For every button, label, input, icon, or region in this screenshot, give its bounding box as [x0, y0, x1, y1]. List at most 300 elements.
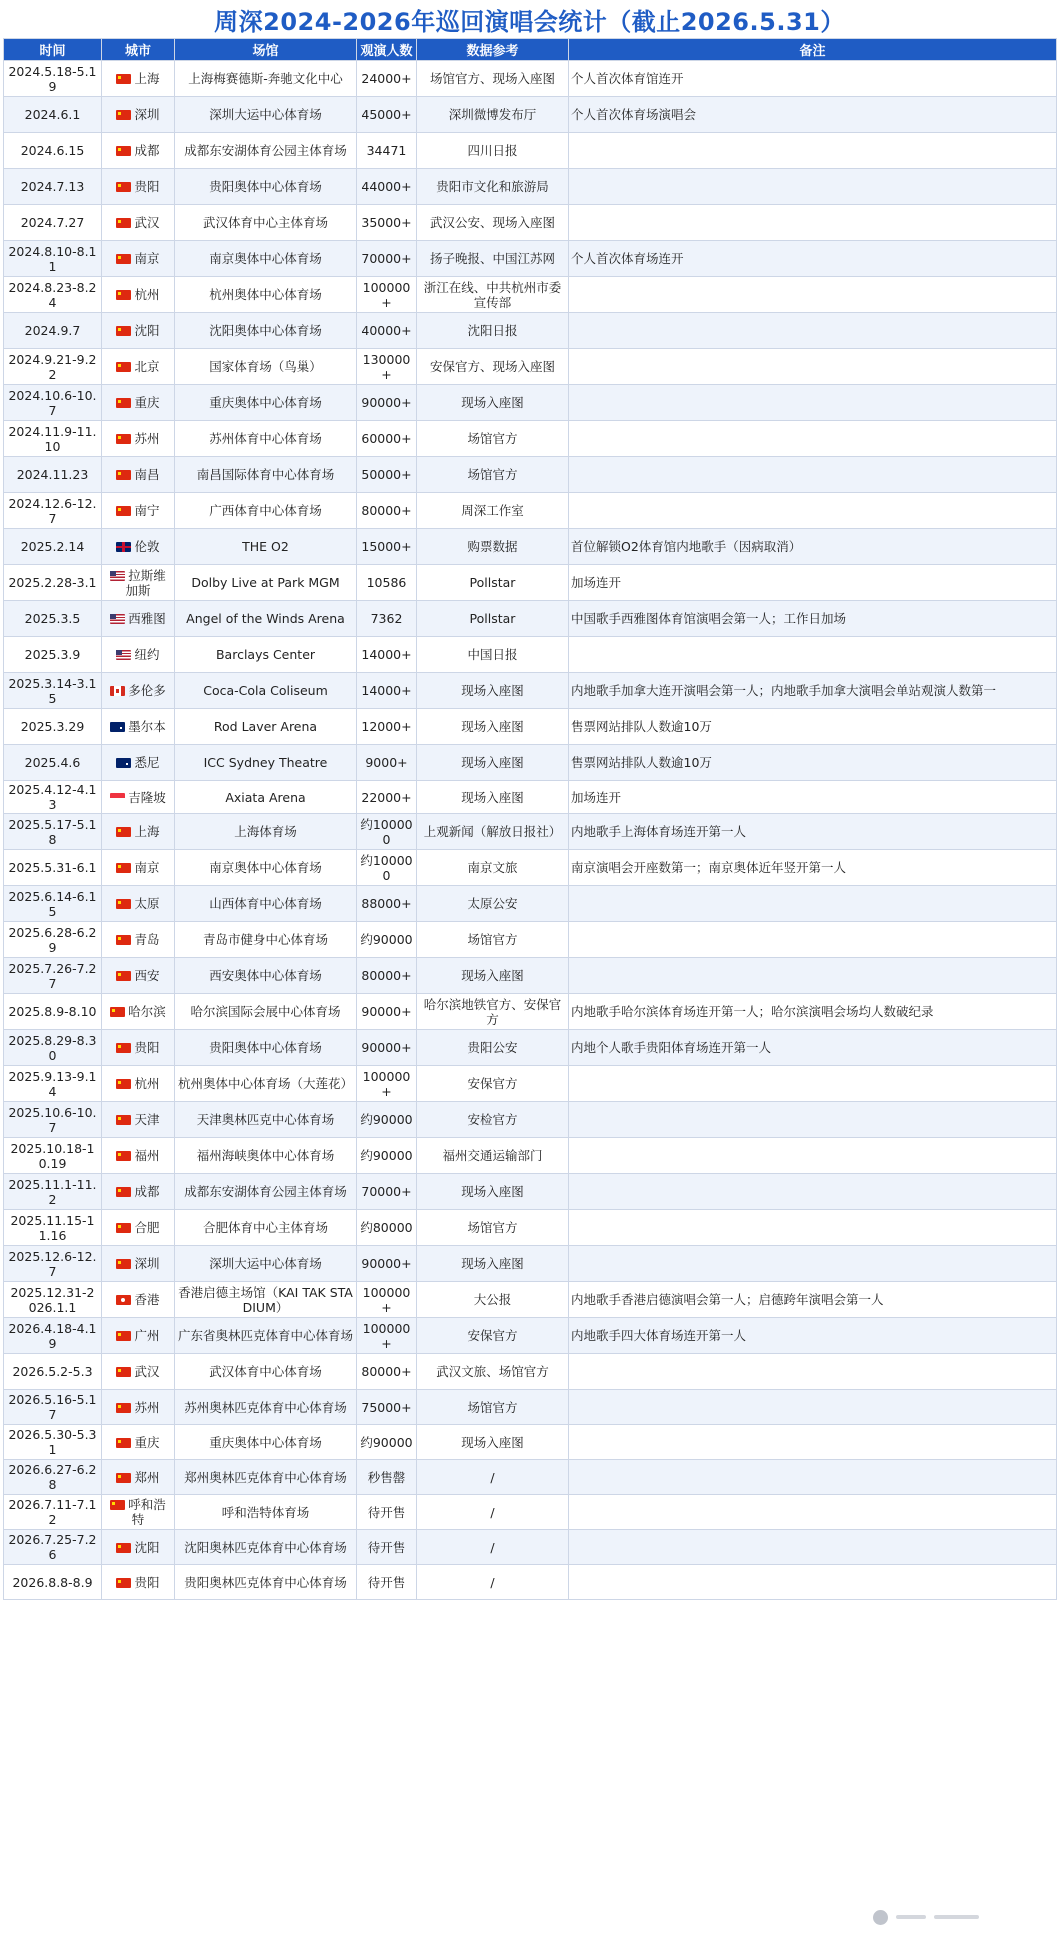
cell-source: 场馆官方 [417, 1210, 569, 1246]
cell-city [102, 493, 175, 529]
city-label: 福州 [134, 1148, 160, 1163]
cell-note: 南京演唱会开座数第一；南京奥体近年竖开第一人 [569, 850, 1057, 886]
flag-au-icon [110, 722, 125, 732]
flag-cn-icon [116, 326, 131, 336]
flag-hk-icon [116, 1295, 131, 1305]
city-label: 哈尔滨 [128, 1004, 166, 1019]
table-row [4, 1530, 1057, 1565]
watermark [873, 1907, 1013, 1927]
flag-cn-icon [116, 506, 131, 516]
city-label: 沈阳 [134, 1539, 160, 1555]
cell-audience: 22000+ [357, 781, 417, 814]
city-label: 重庆 [134, 1434, 160, 1450]
flag-cn-icon [116, 254, 131, 264]
cell-source: 武汉文旅、场馆官方 [417, 1354, 569, 1390]
cell-source: 浙江在线、中共杭州市委宣传部 [417, 277, 569, 313]
cell-audience: 约80000 [357, 1210, 417, 1246]
cell-venue: 深圳大运中心体育场 [175, 1246, 357, 1282]
cell-time: 2024.7.13 [4, 169, 102, 205]
cell-time: 2025.12.31-2026.1.1 [4, 1282, 102, 1318]
cell-venue: 苏州奥林匹克体育中心体育场 [175, 1390, 357, 1425]
cell-venue: 武汉体育中心体育场 [175, 1354, 357, 1390]
cell-venue: 杭州奥体中心体育场 [175, 277, 357, 313]
city-label: 重庆 [134, 395, 160, 410]
cell-source: / [417, 1460, 569, 1495]
cell-time: 2024.5.18-5.19 [4, 61, 102, 97]
cell-venue: 郑州奥林匹克体育中心体育场 [175, 1460, 357, 1495]
cell-source: 贵阳市文化和旅游局 [417, 169, 569, 205]
cell-city [102, 169, 175, 205]
city-label: 杭州 [134, 287, 160, 302]
cell-note [569, 1102, 1057, 1138]
city-label: 广州 [134, 1328, 160, 1343]
cell-source: 大公报 [417, 1282, 569, 1318]
city-label: 武汉 [134, 215, 160, 230]
table-row [4, 1174, 1057, 1210]
cell-venue: 天津奥林匹克中心体育场 [175, 1102, 357, 1138]
cell-venue: 广东省奥林匹克体育中心体育场 [175, 1318, 357, 1354]
cell-audience: 14000+ [357, 673, 417, 709]
cell-source: 安保官方 [417, 1318, 569, 1354]
city-label: 青岛 [134, 932, 160, 947]
cell-city [102, 1030, 175, 1066]
cell-note [569, 637, 1057, 673]
flag-cn-icon [116, 971, 131, 981]
cell-city [102, 781, 175, 814]
table-row [4, 1282, 1057, 1318]
cell-source: 安检官方 [417, 1102, 569, 1138]
city-label: 伦敦 [134, 539, 160, 554]
city-label: 呼和浩特 [128, 1497, 166, 1527]
flag-cn-icon [116, 74, 131, 84]
cell-venue: 广西体育中心体育场 [175, 493, 357, 529]
cell-source: 太原公安 [417, 886, 569, 922]
table-row [4, 205, 1057, 241]
table-row [4, 169, 1057, 205]
cell-time: 2026.5.30-5.31 [4, 1425, 102, 1460]
watermark-bar [934, 1915, 979, 1919]
table-row [4, 277, 1057, 313]
cell-note [569, 1174, 1057, 1210]
flag-cn-icon [116, 1043, 131, 1053]
flag-cn-icon [116, 110, 131, 120]
city-label: 贵阳 [134, 1574, 160, 1590]
cell-audience: 40000+ [357, 313, 417, 349]
flag-sg-icon [110, 793, 125, 803]
cell-note [569, 133, 1057, 169]
cell-city [102, 637, 175, 673]
flag-cn-icon [116, 470, 131, 480]
cell-audience: 70000+ [357, 1174, 417, 1210]
cell-city [102, 814, 175, 850]
cell-venue: 青岛市健身中心体育场 [175, 922, 357, 958]
cell-city [102, 886, 175, 922]
cell-time: 2026.7.25-7.26 [4, 1530, 102, 1565]
cell-note [569, 886, 1057, 922]
table-row [4, 958, 1057, 994]
cell-source: 现场入座图 [417, 385, 569, 421]
cell-venue: 上海梅赛德斯-奔驰文化中心 [175, 61, 357, 97]
cell-note [569, 1390, 1057, 1425]
cell-audience: 44000+ [357, 169, 417, 205]
cell-venue: 重庆奥体中心体育场 [175, 1425, 357, 1460]
cell-city [102, 241, 175, 277]
cell-time: 2026.4.18-4.19 [4, 1318, 102, 1354]
cell-time: 2025.7.26-7.27 [4, 958, 102, 994]
cell-time: 2025.6.28-6.29 [4, 922, 102, 958]
cell-time: 2025.8.29-8.30 [4, 1030, 102, 1066]
city-label: 深圳 [134, 1256, 160, 1271]
flag-cn-icon [116, 1543, 131, 1553]
watermark-bar [896, 1915, 926, 1919]
cell-source: 场馆官方 [417, 457, 569, 493]
flag-us-icon [110, 614, 125, 624]
cell-venue: 上海体育场 [175, 814, 357, 850]
cell-source: Pollstar [417, 565, 569, 601]
flag-cn-icon [116, 290, 131, 300]
table-row [4, 637, 1057, 673]
cell-audience: 约90000 [357, 1102, 417, 1138]
col-header-audience: 观演人数 [357, 39, 417, 61]
cell-time: 2025.3.5 [4, 601, 102, 637]
flag-us-icon [110, 571, 125, 581]
flag-cn-icon [116, 1473, 131, 1483]
cell-city [102, 277, 175, 313]
cell-note: 内地歌手加拿大连开演唱会第一人；内地歌手加拿大演唱会单站观演人数第一 [569, 673, 1057, 709]
cell-venue: 呼和浩特体育场 [175, 1495, 357, 1530]
cell-venue: 武汉体育中心主体育场 [175, 205, 357, 241]
cell-city [102, 745, 175, 781]
cell-source: 安保官方、现场入座图 [417, 349, 569, 385]
cell-time: 2024.9.7 [4, 313, 102, 349]
cell-city [102, 61, 175, 97]
cell-note: 内地歌手香港启德演唱会第一人；启德跨年演唱会第一人 [569, 1282, 1057, 1318]
cell-note [569, 1530, 1057, 1565]
cell-audience: 约90000 [357, 1425, 417, 1460]
cell-source: 武汉公安、现场入座图 [417, 205, 569, 241]
flag-cn-icon [116, 398, 131, 408]
table-row [4, 1210, 1057, 1246]
concert-table [3, 38, 1057, 1600]
cell-source: 周深工作室 [417, 493, 569, 529]
flag-ca-icon [110, 686, 125, 696]
cell-venue: 沈阳奥林匹克体育中心体育场 [175, 1530, 357, 1565]
cell-city [102, 1246, 175, 1282]
cell-city [102, 1565, 175, 1600]
watermark-logo-icon [873, 1910, 888, 1925]
city-label: 上海 [134, 71, 160, 86]
table-row [4, 529, 1057, 565]
table-row [4, 385, 1057, 421]
table-row [4, 781, 1057, 814]
col-header-city: 城市 [102, 39, 175, 61]
cell-time: 2025.5.31-6.1 [4, 850, 102, 886]
cell-note [569, 457, 1057, 493]
cell-source: 哈尔滨地铁官方、安保官方 [417, 994, 569, 1030]
cell-source: / [417, 1565, 569, 1600]
cell-time: 2025.4.12-4.13 [4, 781, 102, 814]
cell-audience: 45000+ [357, 97, 417, 133]
cell-city [102, 709, 175, 745]
flag-cn-icon [116, 935, 131, 945]
city-label: 多伦多 [128, 683, 166, 698]
cell-audience: 90000+ [357, 385, 417, 421]
cell-city [102, 205, 175, 241]
cell-city [102, 673, 175, 709]
flag-cn-icon [116, 1331, 131, 1341]
cell-time: 2024.7.27 [4, 205, 102, 241]
flag-cn-icon [116, 863, 131, 873]
cell-note: 内地歌手上海体育场连开第一人 [569, 814, 1057, 850]
city-label: 悉尼 [134, 755, 160, 770]
table-body [4, 61, 1057, 1600]
cell-audience: 秒售罄 [357, 1460, 417, 1495]
cell-source: 现场入座图 [417, 745, 569, 781]
cell-audience: 约90000 [357, 922, 417, 958]
city-label: 郑州 [134, 1469, 160, 1485]
city-label: 南昌 [134, 467, 160, 482]
cell-venue: 西安奥体中心体育场 [175, 958, 357, 994]
cell-city [102, 529, 175, 565]
cell-audience: 50000+ [357, 457, 417, 493]
cell-time: 2025.4.6 [4, 745, 102, 781]
table-row [4, 1425, 1057, 1460]
cell-source: 场馆官方、现场入座图 [417, 61, 569, 97]
cell-note: 内地歌手四大体育场连开第一人 [569, 1318, 1057, 1354]
city-label: 杭州 [134, 1076, 160, 1091]
cell-source: 安保官方 [417, 1066, 569, 1102]
flag-uk-icon [116, 542, 131, 552]
flag-cn-icon [116, 362, 131, 372]
cell-time: 2024.6.1 [4, 97, 102, 133]
cell-note [569, 1138, 1057, 1174]
cell-time: 2024.6.15 [4, 133, 102, 169]
cell-time: 2025.12.6-12.7 [4, 1246, 102, 1282]
cell-venue: 贵阳奥体中心体育场 [175, 1030, 357, 1066]
city-label: 深圳 [134, 107, 160, 122]
cell-city [102, 133, 175, 169]
flag-us-icon [116, 650, 131, 660]
cell-source: 中国日报 [417, 637, 569, 673]
cell-note [569, 1495, 1057, 1530]
cell-note [569, 277, 1057, 313]
flag-cn-icon [116, 827, 131, 837]
table-row [4, 421, 1057, 457]
table-row [4, 994, 1057, 1030]
city-label: 南京 [134, 251, 160, 266]
cell-time: 2025.2.28-3.1 [4, 565, 102, 601]
city-label: 太原 [134, 896, 160, 911]
cell-venue: 成都东安湖体育公园主体育场 [175, 133, 357, 169]
table-row [4, 1030, 1057, 1066]
cell-venue: Dolby Live at Park MGM [175, 565, 357, 601]
cell-city [102, 1425, 175, 1460]
flag-cn-icon [116, 434, 131, 444]
cell-audience: 15000+ [357, 529, 417, 565]
cell-city [102, 421, 175, 457]
flag-cn-icon [116, 1578, 131, 1588]
city-label: 武汉 [134, 1364, 160, 1379]
flag-cn-icon [110, 1007, 125, 1017]
flag-cn-icon [116, 1223, 131, 1233]
table-row [4, 886, 1057, 922]
cell-note [569, 1460, 1057, 1495]
cell-audience: 12000+ [357, 709, 417, 745]
cell-audience: 90000+ [357, 1030, 417, 1066]
table-row [4, 97, 1057, 133]
cell-audience: 24000+ [357, 61, 417, 97]
cell-venue: Angel of the Winds Arena [175, 601, 357, 637]
city-label: 天津 [134, 1112, 160, 1127]
flag-cn-icon [116, 1403, 131, 1413]
cell-note: 加场连开 [569, 781, 1057, 814]
cell-venue: 国家体育场（鸟巢） [175, 349, 357, 385]
cell-audience: 约100000 [357, 850, 417, 886]
cell-audience: 90000+ [357, 994, 417, 1030]
cell-venue: 重庆奥体中心体育场 [175, 385, 357, 421]
cell-venue: 杭州奥体中心体育场（大莲花） [175, 1066, 357, 1102]
flag-cn-icon [116, 899, 131, 909]
cell-note [569, 169, 1057, 205]
cell-time: 2025.6.14-6.15 [4, 886, 102, 922]
city-label: 南京 [134, 860, 160, 875]
cell-city [102, 1530, 175, 1565]
cell-time: 2025.11.1-11.2 [4, 1174, 102, 1210]
flag-cn-icon [116, 146, 131, 156]
cell-source: 扬子晚报、中国江苏网 [417, 241, 569, 277]
cell-venue: 福州海峡奥体中心体育场 [175, 1138, 357, 1174]
cell-audience: 待开售 [357, 1565, 417, 1600]
cell-audience: 88000+ [357, 886, 417, 922]
cell-audience: 10586 [357, 565, 417, 601]
cell-audience: 75000+ [357, 1390, 417, 1425]
cell-audience: 100000+ [357, 277, 417, 313]
cell-city [102, 1390, 175, 1425]
table-row [4, 745, 1057, 781]
cell-note: 售票网站排队人数逾10万 [569, 709, 1057, 745]
cell-audience: 80000+ [357, 1354, 417, 1390]
cell-venue: ICC Sydney Theatre [175, 745, 357, 781]
table-row [4, 1390, 1057, 1425]
cell-time: 2025.11.15-11.16 [4, 1210, 102, 1246]
cell-source: Pollstar [417, 601, 569, 637]
cell-audience: 待开售 [357, 1495, 417, 1530]
cell-note [569, 958, 1057, 994]
cell-audience: 90000+ [357, 1246, 417, 1282]
city-label: 成都 [134, 1184, 160, 1199]
table-row [4, 1565, 1057, 1600]
city-label: 贵阳 [134, 1040, 160, 1055]
cell-city [102, 994, 175, 1030]
table-row [4, 565, 1057, 601]
cell-city [102, 1318, 175, 1354]
cell-note: 内地歌手哈尔滨体育场连开第一人；哈尔滨演唱会场均人数破纪录 [569, 994, 1057, 1030]
cell-time: 2026.6.27-6.28 [4, 1460, 102, 1495]
city-label: 成都 [134, 143, 160, 158]
table-row [4, 1495, 1057, 1530]
cell-city [102, 97, 175, 133]
cell-note [569, 922, 1057, 958]
city-label: 苏州 [134, 431, 160, 446]
cell-time: 2026.7.11-7.12 [4, 1495, 102, 1530]
flag-cn-icon [116, 1367, 131, 1377]
cell-source: 场馆官方 [417, 1390, 569, 1425]
cell-source: / [417, 1495, 569, 1530]
table-header-row [4, 39, 1057, 61]
cell-audience: 7362 [357, 601, 417, 637]
cell-time: 2025.10.18-10.19 [4, 1138, 102, 1174]
cell-audience: 80000+ [357, 958, 417, 994]
city-label: 上海 [134, 824, 160, 839]
table-row [4, 673, 1057, 709]
cell-time: 2025.3.29 [4, 709, 102, 745]
cell-venue: 贵阳奥林匹克体育中心体育场 [175, 1565, 357, 1600]
cell-city [102, 457, 175, 493]
cell-audience: 130000+ [357, 349, 417, 385]
cell-note: 个人首次体育场连开 [569, 241, 1057, 277]
table-row [4, 1318, 1057, 1354]
cell-note [569, 385, 1057, 421]
cell-audience: 100000+ [357, 1318, 417, 1354]
flag-cn-icon [116, 1151, 131, 1161]
cell-time: 2024.11.9-11.10 [4, 421, 102, 457]
cell-source: 现场入座图 [417, 958, 569, 994]
cell-time: 2026.8.8-8.9 [4, 1565, 102, 1600]
cell-venue: 香港启德主场馆（KAI TAK STADIUM） [175, 1282, 357, 1318]
cell-city [102, 1066, 175, 1102]
table-row [4, 814, 1057, 850]
cell-time: 2025.10.6-10.7 [4, 1102, 102, 1138]
cell-audience: 100000+ [357, 1282, 417, 1318]
cell-venue: 南昌国际体育中心体育场 [175, 457, 357, 493]
cell-note: 售票网站排队人数逾10万 [569, 745, 1057, 781]
cell-time: 2024.10.6-10.7 [4, 385, 102, 421]
flag-cn-icon [116, 218, 131, 228]
cell-source: 现场入座图 [417, 1425, 569, 1460]
cell-source: 福州交通运输部门 [417, 1138, 569, 1174]
col-header-source: 数据参考 [417, 39, 569, 61]
table-row [4, 1102, 1057, 1138]
cell-city [102, 1102, 175, 1138]
cell-venue: Barclays Center [175, 637, 357, 673]
table-row [4, 133, 1057, 169]
table-row [4, 601, 1057, 637]
cell-source: 现场入座图 [417, 1246, 569, 1282]
city-label: 沈阳 [134, 323, 160, 338]
cell-note: 首位解锁O2体育馆内地歌手（因病取消） [569, 529, 1057, 565]
table-row [4, 1066, 1057, 1102]
cell-source: / [417, 1530, 569, 1565]
table-row [4, 1354, 1057, 1390]
table-row [4, 1138, 1057, 1174]
city-label: 贵阳 [134, 179, 160, 194]
flag-cn-icon [116, 1187, 131, 1197]
cell-source: 沈阳日报 [417, 313, 569, 349]
table-row [4, 922, 1057, 958]
cell-time: 2024.8.23-8.24 [4, 277, 102, 313]
cell-city [102, 958, 175, 994]
cell-note: 内地个人歌手贵阳体育场连开第一人 [569, 1030, 1057, 1066]
cell-time: 2025.8.9-8.10 [4, 994, 102, 1030]
city-label: 北京 [134, 359, 160, 374]
city-label: 西雅图 [128, 611, 166, 626]
table-row [4, 1246, 1057, 1282]
cell-time: 2024.11.23 [4, 457, 102, 493]
cell-venue: 贵阳奥体中心体育场 [175, 169, 357, 205]
cell-city [102, 313, 175, 349]
cell-city [102, 601, 175, 637]
col-header-time: 时间 [4, 39, 102, 61]
